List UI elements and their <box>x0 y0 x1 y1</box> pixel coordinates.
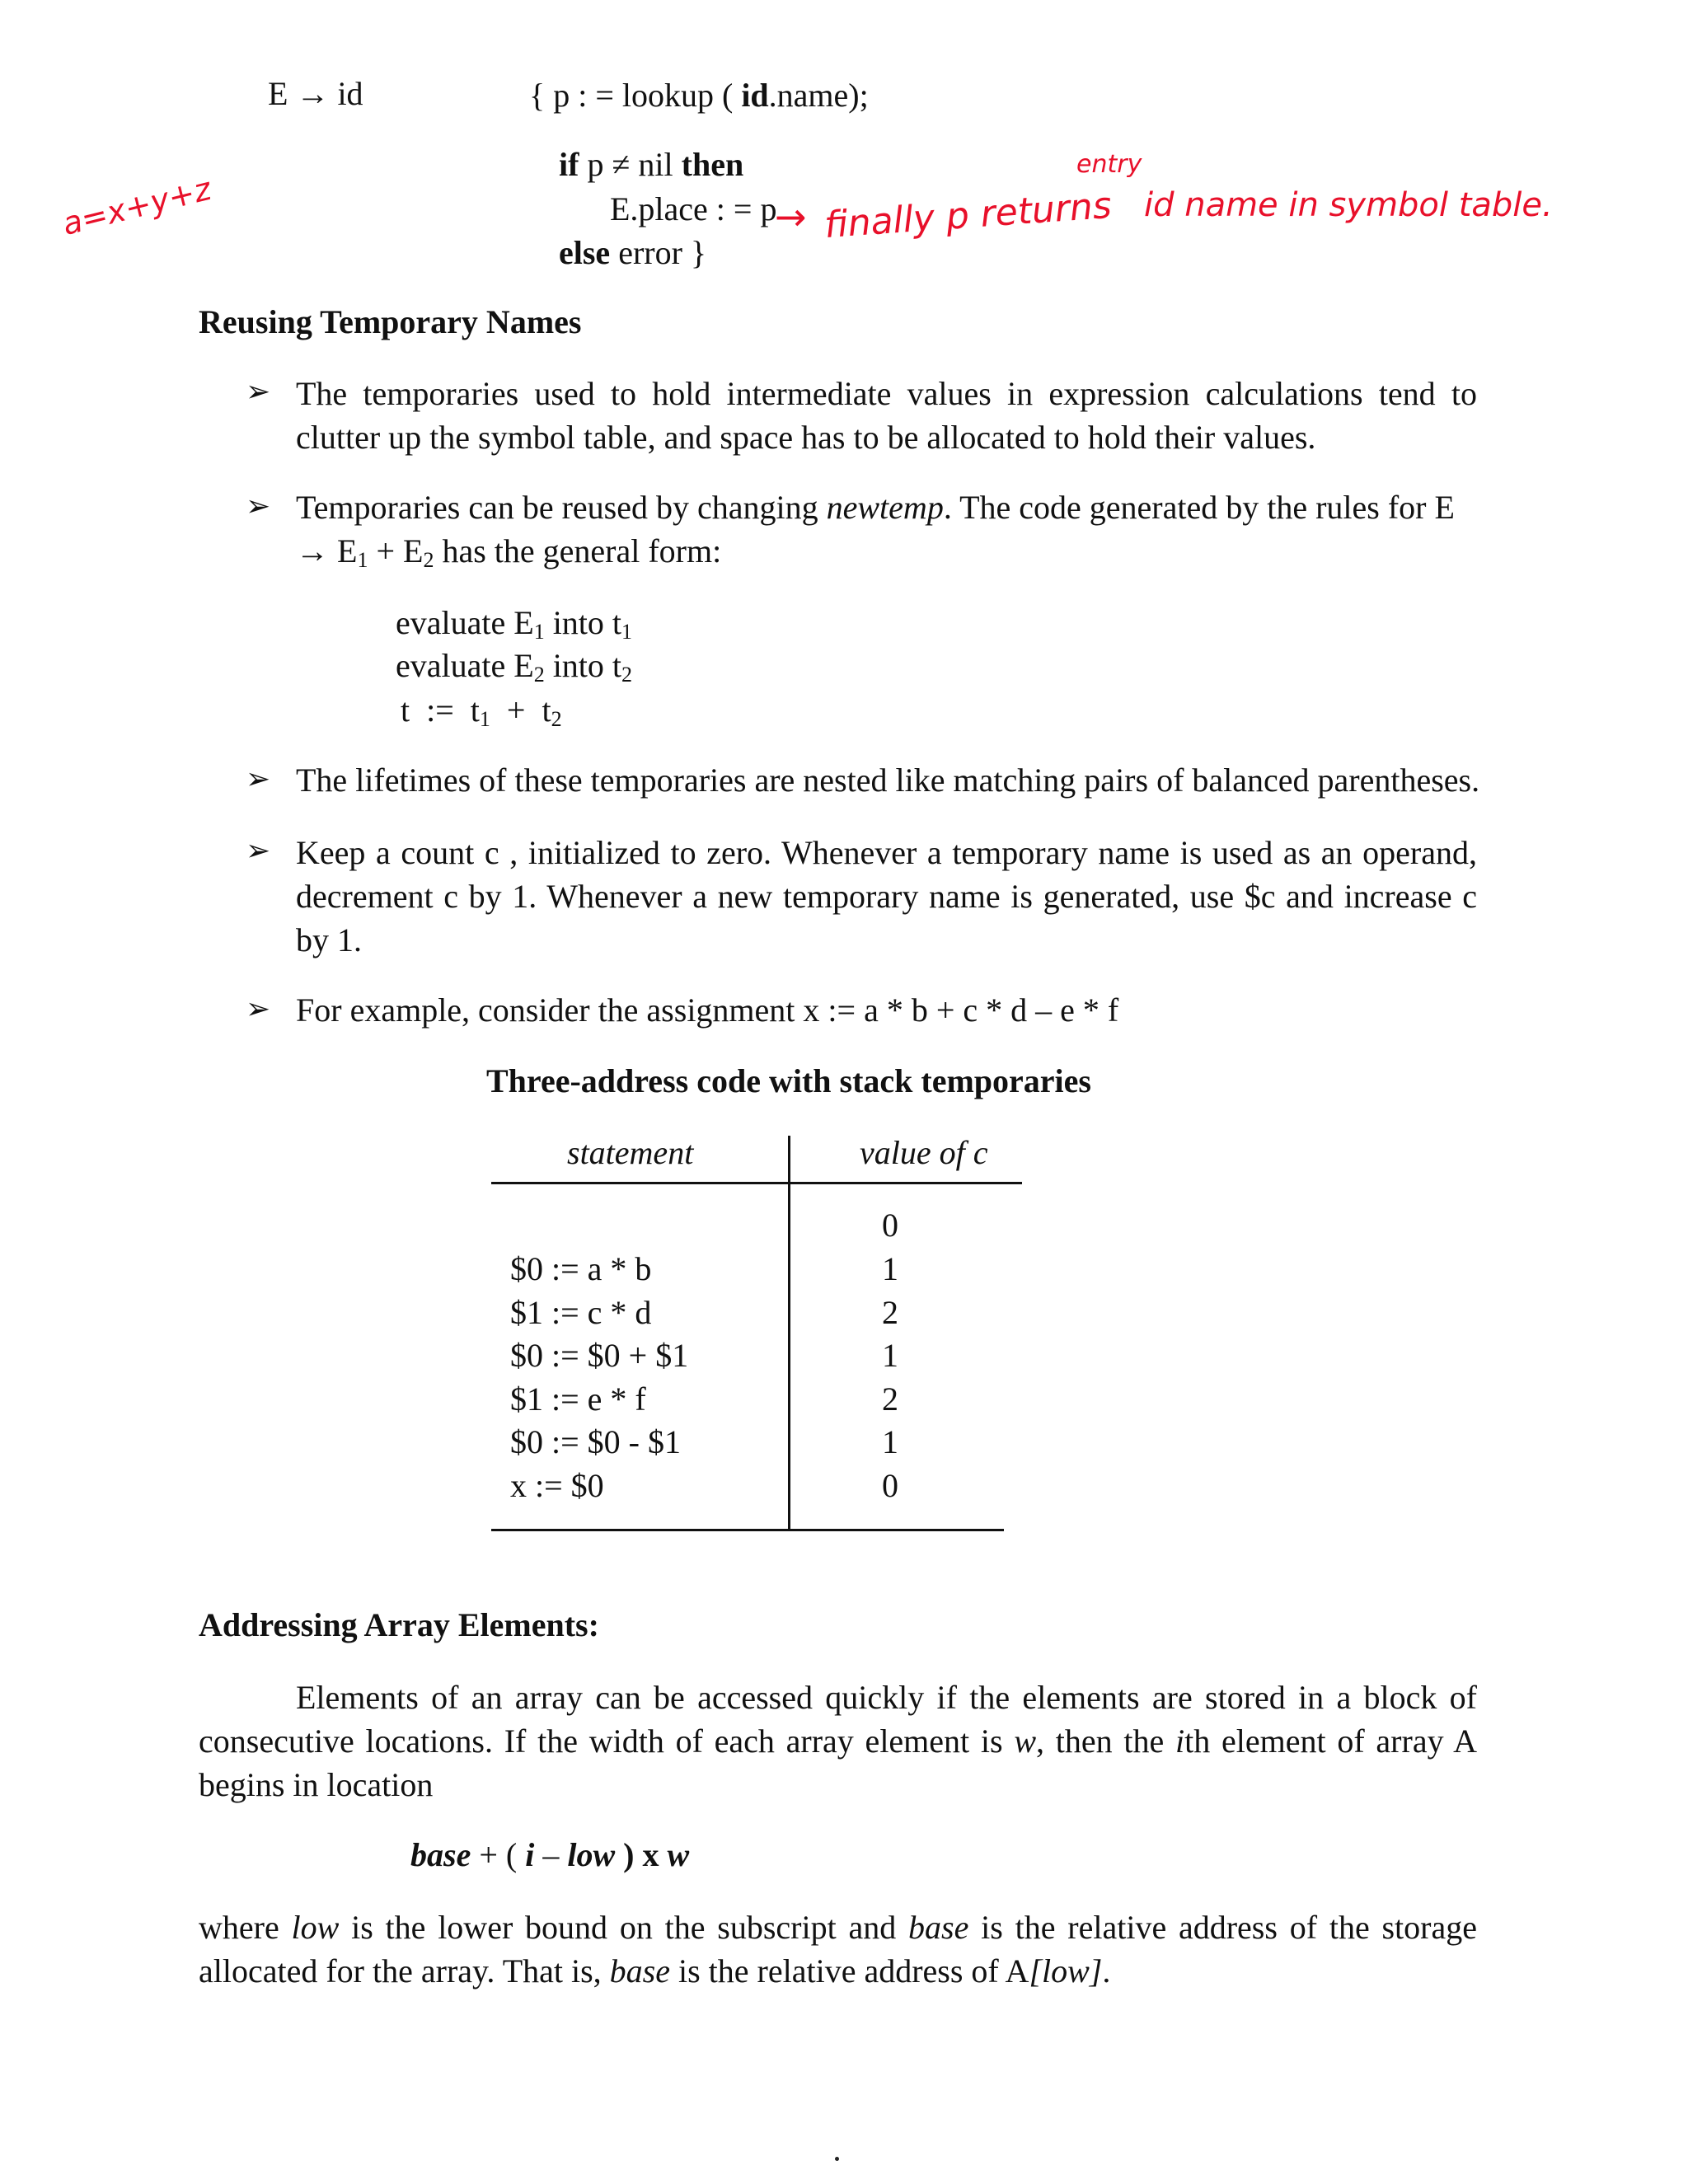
handwritten-note-entry: entry <box>1076 150 1142 179</box>
table-row-value: 0 <box>882 1466 898 1504</box>
semantic-action-line-2: if p ≠ nil then <box>559 146 744 183</box>
table-row-statement: $1 := c * d <box>510 1293 652 1331</box>
code-line-2: evaluate $E_2$ into $t_2$ <box>396 647 633 687</box>
column-header-value: value of c <box>860 1134 988 1171</box>
bullet-arrow-icon: ➢ <box>246 992 271 1026</box>
table-row-value: 2 <box>882 1293 898 1331</box>
production-rule: E → id <box>268 75 363 112</box>
page-dot <box>835 2157 839 2161</box>
semantic-action-line-4: else error } <box>559 234 707 271</box>
table-row-statement: $0 := $0 - $1 <box>510 1423 681 1460</box>
bullet-paragraph-3: The lifetimes of these temporaries are nested like matching pairs of balanced parentheses. <box>296 762 1480 799</box>
bullet-paragraph-2-line-2: → $E_1 + E_2$ has the general form: <box>296 532 722 572</box>
arrow-icon: → <box>296 75 330 112</box>
bullet-paragraph-4: Keep a count c , initialized to zero. Whenever a temporary name is used as an operand, decrement c by 1. Whenever a new temporary name is generated, use $c and increase c by 1. <box>296 834 1477 958</box>
table-row-statement: $1 := e * f <box>510 1380 646 1418</box>
bullet-paragraph-1: The temporaries used to hold intermediate values in expression calculations tend to clutter up the symbol table, and space has to be allocated to hold their values. <box>296 375 1477 456</box>
array-paragraph-1: Elements of an array can be accessed quickly if the elements are stored in a block of consecutive locations. If the width of each array element is w, then the ith element of array A begins in location <box>199 1679 1477 1803</box>
table-row-statement: $0 := a * b <box>510 1250 652 1287</box>
arrow-icon: → <box>296 532 329 569</box>
bullet-paragraph-2-line-1: Temporaries can be reused by changing newtemp. The code generated by the rules for E <box>296 489 1455 526</box>
table-row-value: 1 <box>882 1337 898 1374</box>
table-row-value: 1 <box>882 1250 898 1287</box>
semantic-action-line-3: E.place : = p <box>610 190 777 227</box>
address-formula: base + ( i – low ) x w <box>410 1836 690 1873</box>
handwritten-note-main: finally p returns <box>823 184 1114 247</box>
handwritten-note-tail: id name in symbol table. <box>1144 186 1553 224</box>
code-line-3: t := $t_1 + t_2$ <box>401 691 562 731</box>
table-bottom-rule <box>491 1529 1004 1531</box>
bullet-arrow-icon: ➢ <box>246 762 271 796</box>
table-row-statement: $0 := $0 + $1 <box>510 1337 689 1374</box>
handwritten-note-left: a=x+y+z <box>59 170 215 242</box>
bullet-arrow-icon: ➢ <box>246 490 271 523</box>
table-column-divider <box>788 1136 790 1531</box>
table-initial-value: 0 <box>882 1207 898 1244</box>
bullet-arrow-icon: ➢ <box>246 834 271 868</box>
table-row-value: 2 <box>882 1380 898 1418</box>
section-heading-array-elements: Addressing Array Elements: <box>199 1606 599 1643</box>
table-row-value: 1 <box>882 1423 898 1460</box>
bullet-paragraph-5: For example, consider the assignment x := a * b + c * d – e * f <box>296 991 1119 1029</box>
handwritten-arrow-icon: → <box>775 194 807 239</box>
section-heading-reusing-temporaries: Reusing Temporary Names <box>199 303 582 340</box>
table-caption: Three-address code with stack temporaries <box>486 1062 1091 1099</box>
array-paragraph-2: where low is the lower bound on the subscript and base is the relative address of the storage allocated for the array. That is, base is the relative address of A[low]. <box>199 1909 1477 1990</box>
semantic-action-line-1: { p : = lookup ( id.name); <box>529 77 869 114</box>
table-header-rule <box>491 1182 1022 1184</box>
table-row-statement: x := $0 <box>510 1466 604 1504</box>
column-header-statement: statement <box>567 1134 694 1171</box>
code-line-1: evaluate $E_1$ into $t_1$ <box>396 604 633 644</box>
bullet-arrow-icon: ➢ <box>246 375 271 409</box>
